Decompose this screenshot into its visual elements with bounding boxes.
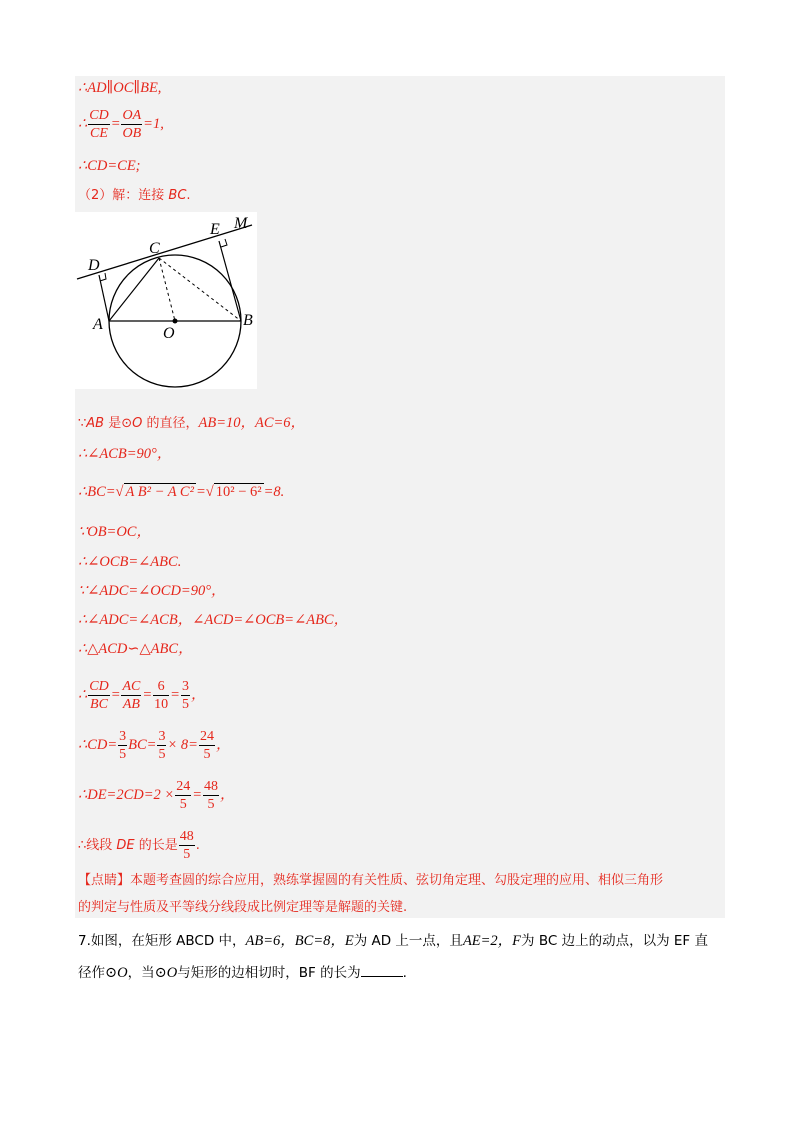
fraction: $\frac{OA}{OB}$	[122, 108, 142, 141]
label-c: C	[149, 240, 160, 257]
label-b: B	[243, 312, 253, 329]
fraction: $\frac{3}{5}$	[119, 729, 127, 762]
step-de-value: ∴DE=2CD=2 × $\frac{24}{5}$ = $\frac{48}{5}$ ，	[78, 779, 235, 812]
label-o: O	[163, 325, 175, 342]
geometry-diagram	[75, 212, 257, 389]
step-parallel: ∴AD∥OC∥BE,	[78, 80, 162, 96]
label-e: E	[210, 221, 220, 238]
fraction: $\frac{CD}{CE}$	[89, 108, 109, 141]
step-ratio-cd-bc: ∴ $\frac{CD}{BC}$ = $\frac{AC}{AB}$ = $\frac{6}{10}$ = $\frac{3}{5}$ ，	[78, 679, 206, 712]
step-given: ∵AB 是⊙O 的直径，AB=10，AC=6，	[78, 415, 306, 431]
answer-blank[interactable]	[361, 962, 403, 977]
step-angle-ocb: ∴∠OCB=∠ABC.	[78, 554, 182, 570]
fraction: $\frac{AC}{AB}$	[122, 679, 141, 712]
fraction: $\frac{24}{5}$	[176, 779, 191, 812]
step-ratio-cd-ce: ∴ $\frac{CD}{CE}$ = $\frac{OA}{OB}$ =1,	[78, 108, 164, 141]
fraction: $\frac{3}{5}$	[158, 729, 166, 762]
step-conclusion: ∴线段 DE 的长是 $\frac{48}{5}$ .	[78, 829, 200, 862]
step-angle-adc: ∵∠ADC=∠OCD=90°，	[78, 583, 226, 599]
fraction: $\frac{48}{5}$	[203, 779, 218, 812]
fraction: $\frac{24}{5}$	[199, 729, 214, 762]
note-line-2: 的判定与性质及平等线分线段成比例定理等是解题的关键.	[78, 900, 408, 915]
circle-tangent-figure	[75, 212, 257, 389]
note-line-1: 【点睛】本题考查圆的综合应用，熟练掌握圆的有关性质、弦切角定理、勾股定理的应用、相似三角形	[78, 873, 664, 888]
step-right-angle: ∴∠ACB=90°，	[78, 446, 172, 462]
step-similar-triangles: ∴△ACD∽△ABC，	[78, 641, 193, 657]
part2-heading: （2）解：连接 BC.	[78, 188, 191, 203]
label-m: M	[234, 215, 248, 232]
fraction: $\frac{3}{5}$	[181, 679, 189, 712]
step-cd-equals-ce: ∴CD=CE;	[78, 158, 141, 174]
step-ob-oc: ∵OB=OC，	[78, 524, 151, 540]
step-angle-equalities: ∴∠ADC=∠ACB，∠ACD=∠OCB=∠ABC，	[78, 612, 349, 628]
question-7-line-1: 7.如图，在矩形 ABCD 中，AB=6，BC=8，E为 AD 上一点，且AE=2，F为 BC 边上的动点，以为 EF 直	[78, 933, 708, 949]
label-d: D	[88, 257, 100, 274]
label-a: A	[93, 316, 103, 333]
step-pythagoras: ∴BC=√ A B² − A C² =√ 10² − 6² =8.	[78, 484, 285, 500]
fraction: $\frac{48}{5}$	[179, 829, 194, 862]
fraction: $\frac{6}{10}$	[154, 679, 169, 712]
question-7-line-2: 径作⊙O，当⊙O与矩形的边相切时，BF 的长为 .	[78, 962, 407, 983]
fraction: $\frac{CD}{BC}$	[89, 679, 109, 712]
step-cd-value: ∴CD= $\frac{3}{5}$ BC= $\frac{3}{5}$ × 8= $\frac{24}{5}$ ，	[78, 729, 231, 762]
